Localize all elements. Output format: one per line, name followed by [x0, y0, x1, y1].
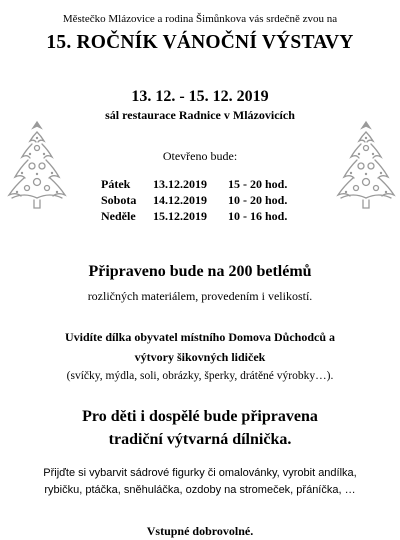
opening-hours-table	[101, 176, 287, 224]
entry-fee-note: Vstupné dobrovolné.	[146, 524, 254, 538]
opening-time: 10 - 20 hod.	[228, 193, 288, 207]
opening-hours-row	[101, 208, 287, 224]
opening-time: 10 - 16 hod.	[228, 209, 288, 223]
opening-hours-row	[101, 192, 287, 208]
event-dates: 13. 12. - 15. 12. 2019	[131, 88, 269, 105]
nativity-count-heading: Připraveno bude na 200 betlémů	[88, 263, 312, 280]
opening-date: 13.12.2019	[153, 177, 207, 191]
opening-day: Neděle	[101, 209, 136, 223]
opening-hours-row	[101, 176, 287, 192]
event-venue: sál restaurace Radnice v Mlázovicích	[105, 108, 295, 122]
page-title: 15. ROČNÍK VÁNOČNÍ VÝSTAVY	[46, 32, 354, 53]
works-examples: (svíčky, mýdla, soli, obrázky, šperky, drátěné výrobky…).	[66, 370, 334, 382]
workshop-detail-line2: rybičku, ptáčka, sněhuláčka, ozdoby na stromeček, přáníčka, …	[44, 484, 356, 496]
workshop-heading-line2: tradiční výtvarná dílnička.	[108, 431, 292, 448]
works-heading-line1: Uvidíte dílka obyvatel místního Domova Důchodců a	[64, 330, 336, 344]
invitation-text: Městečko Mlázovice a rodina Šimůnkova vás srdečně zvou na	[62, 13, 338, 25]
workshop-heading-line1: Pro děti i dospělé bude připravena	[82, 408, 318, 425]
christmas-tree-icon	[2, 118, 72, 210]
opening-date: 14.12.2019	[153, 193, 207, 207]
works-heading-line2: výtvory šikovných lidiček	[134, 350, 266, 364]
opening-date: 15.12.2019	[153, 209, 207, 223]
workshop-detail-line1: Přijďte si vybarvit sádrové figurky či omalovánky, vyrobit andílka,	[43, 467, 357, 479]
nativity-description: rozličných materiálem, provedením i velikostí.	[87, 289, 313, 303]
opening-day: Pátek	[101, 177, 131, 191]
opening-time: 15 - 20 hod.	[228, 177, 288, 191]
christmas-tree-icon	[331, 118, 400, 210]
opening-hours-label: Otevřeno bude:	[162, 149, 238, 163]
opening-day: Sobota	[101, 193, 137, 207]
